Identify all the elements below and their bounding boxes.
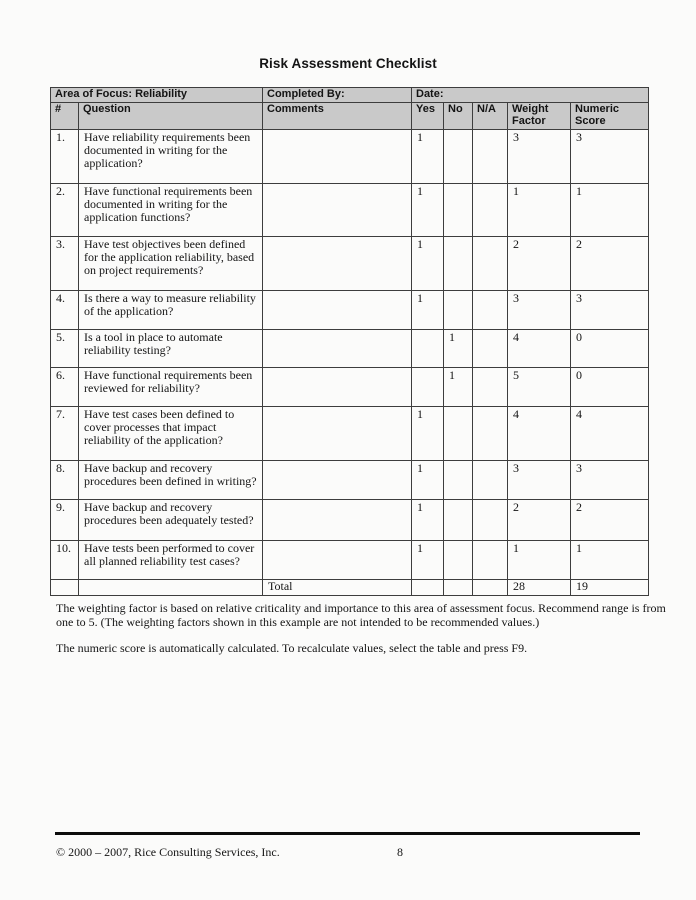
col-header-score: Numeric Score [571,102,649,129]
col-header-weight: Weight Factor [508,102,571,129]
row-question: Is a tool in place to automate reliability testing? [79,329,263,367]
row-question: Is there a way to measure reliability of the application? [79,290,263,329]
table-column-header-row [51,102,649,129]
row-question: Have tests been performed to cover all planned reliability test cases? [79,540,263,579]
row-num: 8. [51,460,79,499]
row-no [444,540,473,579]
row-weight: 1 [508,183,571,236]
row-num: 3. [51,236,79,290]
row-comments [263,129,412,183]
row-weight: 4 [508,329,571,367]
col-header-na: N/A [473,102,508,129]
table-row [51,460,649,499]
row-na [473,367,508,406]
risk-assessment-table [50,87,649,596]
row-comments [263,329,412,367]
total-row [51,579,649,595]
row-yes [412,367,444,406]
date-label: Date: [412,88,649,103]
row-na [473,183,508,236]
row-yes: 1 [412,236,444,290]
copyright-text: © 2000 – 2007, Rice Consulting Services, Inc. [56,845,280,859]
row-num: 9. [51,499,79,540]
row-weight: 3 [508,460,571,499]
row-comments [263,499,412,540]
note-line: one to 5. (The weighting factors shown in this example are not intended to be recommended values.) [56,614,540,629]
row-num: 5. [51,329,79,367]
row-question: Have functional requirements been reviewed for reliability? [79,367,263,406]
row-score: 2 [571,236,649,290]
total-no-cell [444,579,473,595]
weighting-factor-note [56,602,681,629]
row-comments [263,460,412,499]
total-na-cell [473,579,508,595]
row-yes [412,329,444,367]
row-score: 3 [571,460,649,499]
row-no [444,499,473,540]
row-na [473,329,508,367]
row-comments [263,367,412,406]
page-title: Risk Assessment Checklist [259,56,437,71]
total-question-cell [79,579,263,595]
table-row [51,236,649,290]
footer-divider [55,832,640,835]
row-score: 4 [571,406,649,460]
col-header-question: Question [79,102,263,129]
row-yes: 1 [412,406,444,460]
table-row [51,499,649,540]
table-row [51,183,649,236]
completed-by-label: Completed By: [263,88,412,103]
row-weight: 2 [508,499,571,540]
col-header-comments: Comments [263,102,412,129]
row-no [444,290,473,329]
row-num: 1. [51,129,79,183]
table-header-meta-row [51,88,649,103]
row-num: 7. [51,406,79,460]
col-header-yes: Yes [412,102,444,129]
row-no: 1 [444,367,473,406]
note-line: The weighting factor is based on relative criticality and importance to this area of assessment focus. Recommend range is from [56,601,666,615]
row-weight: 5 [508,367,571,406]
row-na [473,540,508,579]
notes-section [56,602,681,656]
table-row [51,367,649,406]
row-na [473,460,508,499]
row-na [473,290,508,329]
row-no [444,406,473,460]
col-header-num: # [51,102,79,129]
row-comments [263,183,412,236]
row-score: 0 [571,329,649,367]
area-of-focus-label: Area of Focus: Reliability [51,88,263,103]
total-yes-cell [412,579,444,595]
table-row [51,540,649,579]
row-weight: 2 [508,236,571,290]
row-comments [263,406,412,460]
row-question: Have reliability requirements been documented in writing for the application? [79,129,263,183]
row-score: 0 [571,367,649,406]
row-score: 1 [571,183,649,236]
row-score: 1 [571,540,649,579]
col-header-no: No [444,102,473,129]
table-row [51,129,649,183]
row-score: 3 [571,290,649,329]
row-comments [263,290,412,329]
row-na [473,129,508,183]
row-weight: 3 [508,129,571,183]
total-score-value: 19 [571,579,649,595]
row-score: 2 [571,499,649,540]
table-row [51,329,649,367]
row-comments [263,540,412,579]
row-yes: 1 [412,183,444,236]
row-na [473,236,508,290]
row-weight: 1 [508,540,571,579]
row-num: 4. [51,290,79,329]
total-weight-value: 28 [508,579,571,595]
row-yes: 1 [412,499,444,540]
row-question: Have backup and recovery procedures been defined in writing? [79,460,263,499]
row-yes: 1 [412,290,444,329]
row-na [473,499,508,540]
row-na [473,406,508,460]
page-footer [56,845,656,859]
total-num-cell [51,579,79,595]
row-weight: 3 [508,290,571,329]
row-question: Have test objectives been defined for the application reliability, based on project requirements? [79,236,263,290]
row-num: 10. [51,540,79,579]
row-question: Have test cases been defined to cover processes that impact reliability of the application? [79,406,263,460]
row-num: 6. [51,367,79,406]
row-comments [263,236,412,290]
row-num: 2. [51,183,79,236]
row-no [444,129,473,183]
row-yes: 1 [412,129,444,183]
row-weight: 4 [508,406,571,460]
page-number: 8 [397,845,403,859]
row-no [444,236,473,290]
row-yes: 1 [412,460,444,499]
row-no: 1 [444,329,473,367]
row-no [444,183,473,236]
numeric-score-note: The numeric score is automatically calculated. To recalculate values, select the table and press F9. [56,641,528,656]
row-score: 3 [571,129,649,183]
row-question: Have backup and recovery procedures been adequately tested? [79,499,263,540]
table-row [51,290,649,329]
table-row [51,406,649,460]
row-yes: 1 [412,540,444,579]
total-label: Total [263,579,412,595]
row-question: Have functional requirements been documented in writing for the application functions? [79,183,263,236]
row-no [444,460,473,499]
